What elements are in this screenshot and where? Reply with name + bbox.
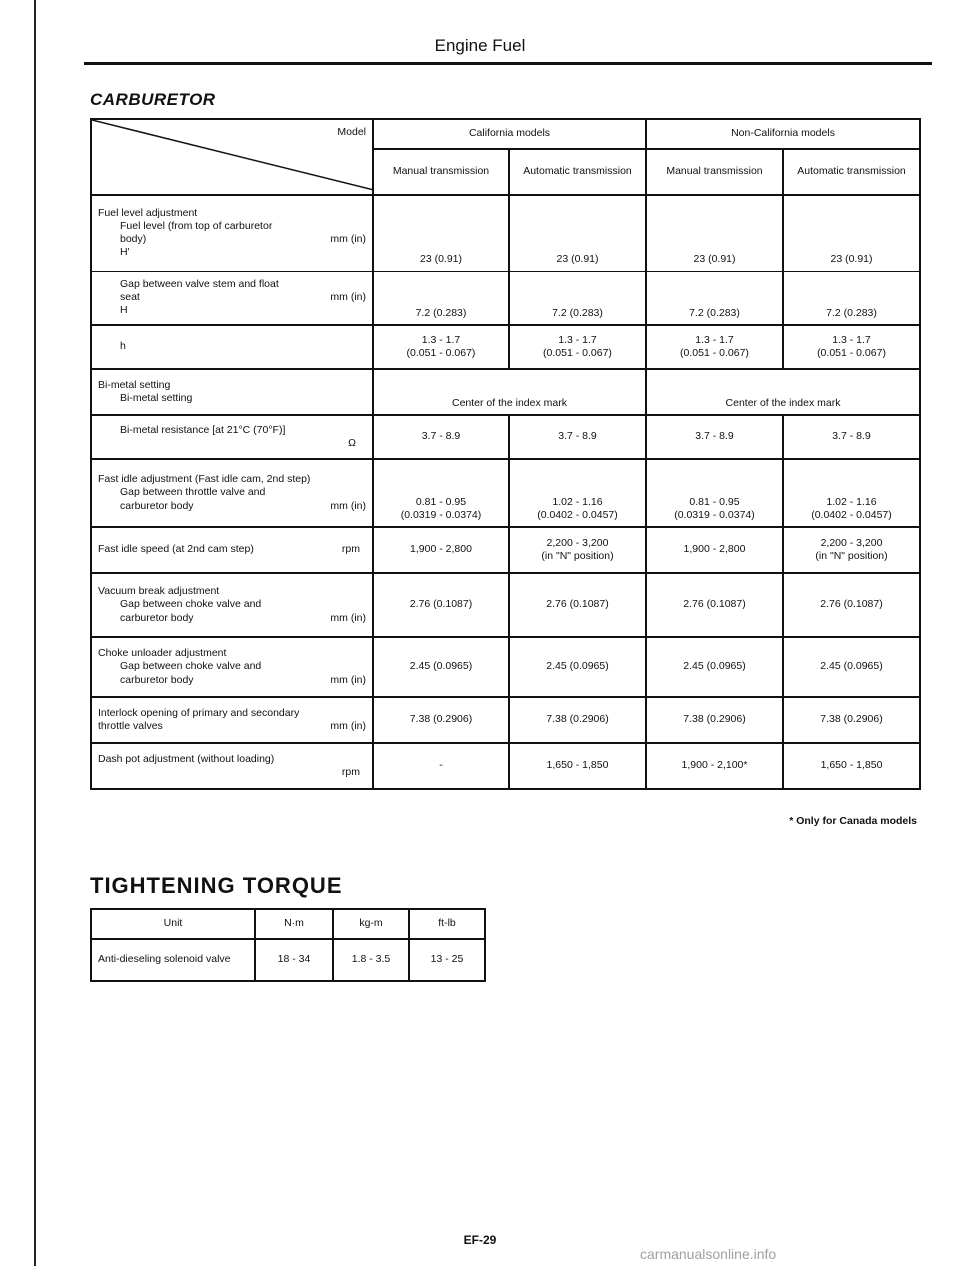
torque-kgm-value: 1.8 - 3.5 — [333, 939, 409, 981]
canada-footnote: * Only for Canada models — [789, 815, 917, 827]
bimetal-ca: Center of the index mark — [373, 369, 646, 415]
fast-idle-speed-nonca-auto: 2,200 - 3,200 (in "N" position) — [783, 527, 920, 573]
gap-valve-label: Gap between valve stem and float seat mm (in) H — [91, 271, 373, 325]
fuel-level-nonca-auto: 23 (0.91) — [783, 195, 920, 271]
torque-section-title: TIGHTENING TORQUE — [90, 873, 343, 898]
bimetal-resistance-label: Bi-metal resistance [at 21°C (70°F)] Ω — [91, 415, 373, 459]
h-label: h — [91, 325, 373, 369]
fast-idle-speed-ca-manual: 1,900 - 2,800 — [373, 527, 509, 573]
fast-idle-adj-nonca-auto: 1.02 - 1.16 (0.0402 - 0.0457) — [783, 459, 920, 527]
fuel-level-nonca-manual: 23 (0.91) — [646, 195, 783, 271]
bimetal-nonca: Center of the index mark — [646, 369, 920, 415]
gap-valve-nonca-auto: 7.2 (0.283) — [783, 271, 920, 325]
h-nonca-manual: 1.3 - 1.7 (0.051 - 0.067) — [646, 325, 783, 369]
fast-idle-adjustment-label: Fast idle adjustment (Fast idle cam, 2nd step) Gap between throttle valve and carburetor body mm (in) — [91, 459, 373, 527]
diagonal-header-line — [92, 120, 374, 196]
nonca-manual-header: Manual transmission — [646, 149, 783, 195]
h-ca-manual: 1.3 - 1.7 (0.051 - 0.067) — [373, 325, 509, 369]
h-nonca-auto: 1.3 - 1.7 (0.051 - 0.067) — [783, 325, 920, 369]
interlock-label: Interlock opening of primary and secondary throttle valves mm (in) — [91, 697, 373, 743]
vacuum-nonca-manual: 2.76 (0.1087) — [646, 573, 783, 637]
page-number: EF-29 — [463, 1233, 497, 1247]
non-california-models-header: Non-California models — [646, 119, 920, 149]
carburetor-spec-table — [90, 118, 921, 790]
model-label: Model — [337, 126, 366, 138]
site-watermark: carmanualsonline.info — [640, 1246, 777, 1262]
interlock-nonca-auto: 7.38 (0.2906) — [783, 697, 920, 743]
gap-valve-ca-manual: 7.2 (0.283) — [373, 271, 509, 325]
vacuum-ca-manual: 2.76 (0.1087) — [373, 573, 509, 637]
interlock-ca-auto: 7.38 (0.2906) — [509, 697, 646, 743]
vacuum-ca-auto: 2.76 (0.1087) — [509, 573, 646, 637]
bimetal-setting-label: Bi-metal setting Bi-metal setting — [91, 369, 373, 415]
torque-item-label: Anti-dieseling solenoid valve — [91, 939, 255, 981]
fast-idle-adj-ca-manual: 0.81 - 0.95 (0.0319 - 0.0374) — [373, 459, 509, 527]
vacuum-break-label: Vacuum break adjustment Gap between choke valve and carburetor body mm (in) — [91, 573, 373, 637]
fuel-level-ca-auto: 23 (0.91) — [509, 195, 646, 271]
fuel-level-label: Fuel level adjustment Fuel level (from top of carburetor body) mm (in) H' — [91, 195, 373, 271]
dashpot-label: Dash pot adjustment (without loading) rpm — [91, 743, 373, 789]
bimetal-res-nonca-auto: 3.7 - 8.9 — [783, 415, 920, 459]
fast-idle-adj-nonca-manual: 0.81 - 0.95 (0.0319 - 0.0374) — [646, 459, 783, 527]
fast-idle-speed-label: Fast idle speed (at 2nd cam step) rpm — [91, 527, 373, 573]
dashpot-ca-auto: 1,650 - 1,850 — [509, 743, 646, 789]
fuel-level-ca-manual: 23 (0.91) — [373, 195, 509, 271]
choke-unloader-label: Choke unloader adjustment Gap between choke valve and carburetor body mm (in) — [91, 637, 373, 697]
fast-idle-speed-nonca-manual: 1,900 - 2,800 — [646, 527, 783, 573]
dashpot-nonca-auto: 1,650 - 1,850 — [783, 743, 920, 789]
fast-idle-adj-ca-auto: 1.02 - 1.16 (0.0402 - 0.0457) — [509, 459, 646, 527]
nonca-automatic-header: Automatic transmission — [783, 149, 920, 195]
bimetal-res-nonca-manual: 3.7 - 8.9 — [646, 415, 783, 459]
interlock-ca-manual: 7.38 (0.2906) — [373, 697, 509, 743]
torque-nm-value: 18 - 34 — [255, 939, 333, 981]
torque-table — [90, 908, 486, 982]
torque-kgm-header: kg-m — [333, 909, 409, 939]
interlock-nonca-manual: 7.38 (0.2906) — [646, 697, 783, 743]
dashpot-ca-manual: - — [373, 743, 509, 789]
dashpot-nonca-manual: 1,900 - 2,100* — [646, 743, 783, 789]
header-rule — [84, 62, 932, 65]
ca-automatic-header: Automatic transmission — [509, 149, 646, 195]
ca-manual-header: Manual transmission — [373, 149, 509, 195]
california-models-header: California models — [373, 119, 646, 149]
carburetor-section-title: CARBURETOR — [90, 90, 216, 109]
model-header-cell — [91, 119, 373, 195]
page-header-title: Engine Fuel — [434, 36, 526, 55]
torque-ftlb-header: ft-lb — [409, 909, 485, 939]
gap-valve-ca-auto: 7.2 (0.283) — [509, 271, 646, 325]
gap-valve-nonca-manual: 7.2 (0.283) — [646, 271, 783, 325]
fast-idle-speed-ca-auto: 2,200 - 3,200 (in "N" position) — [509, 527, 646, 573]
bimetal-res-ca-manual: 3.7 - 8.9 — [373, 415, 509, 459]
torque-nm-header: N·m — [255, 909, 333, 939]
choke-ca-manual: 2.45 (0.0965) — [373, 637, 509, 697]
vacuum-nonca-auto: 2.76 (0.1087) — [783, 573, 920, 637]
bimetal-res-ca-auto: 3.7 - 8.9 — [509, 415, 646, 459]
choke-ca-auto: 2.45 (0.0965) — [509, 637, 646, 697]
torque-unit-header: Unit — [91, 909, 255, 939]
choke-nonca-manual: 2.45 (0.0965) — [646, 637, 783, 697]
page-binding-edge — [34, 0, 36, 1266]
choke-nonca-auto: 2.45 (0.0965) — [783, 637, 920, 697]
torque-ftlb-value: 13 - 25 — [409, 939, 485, 981]
h-ca-auto: 1.3 - 1.7 (0.051 - 0.067) — [509, 325, 646, 369]
